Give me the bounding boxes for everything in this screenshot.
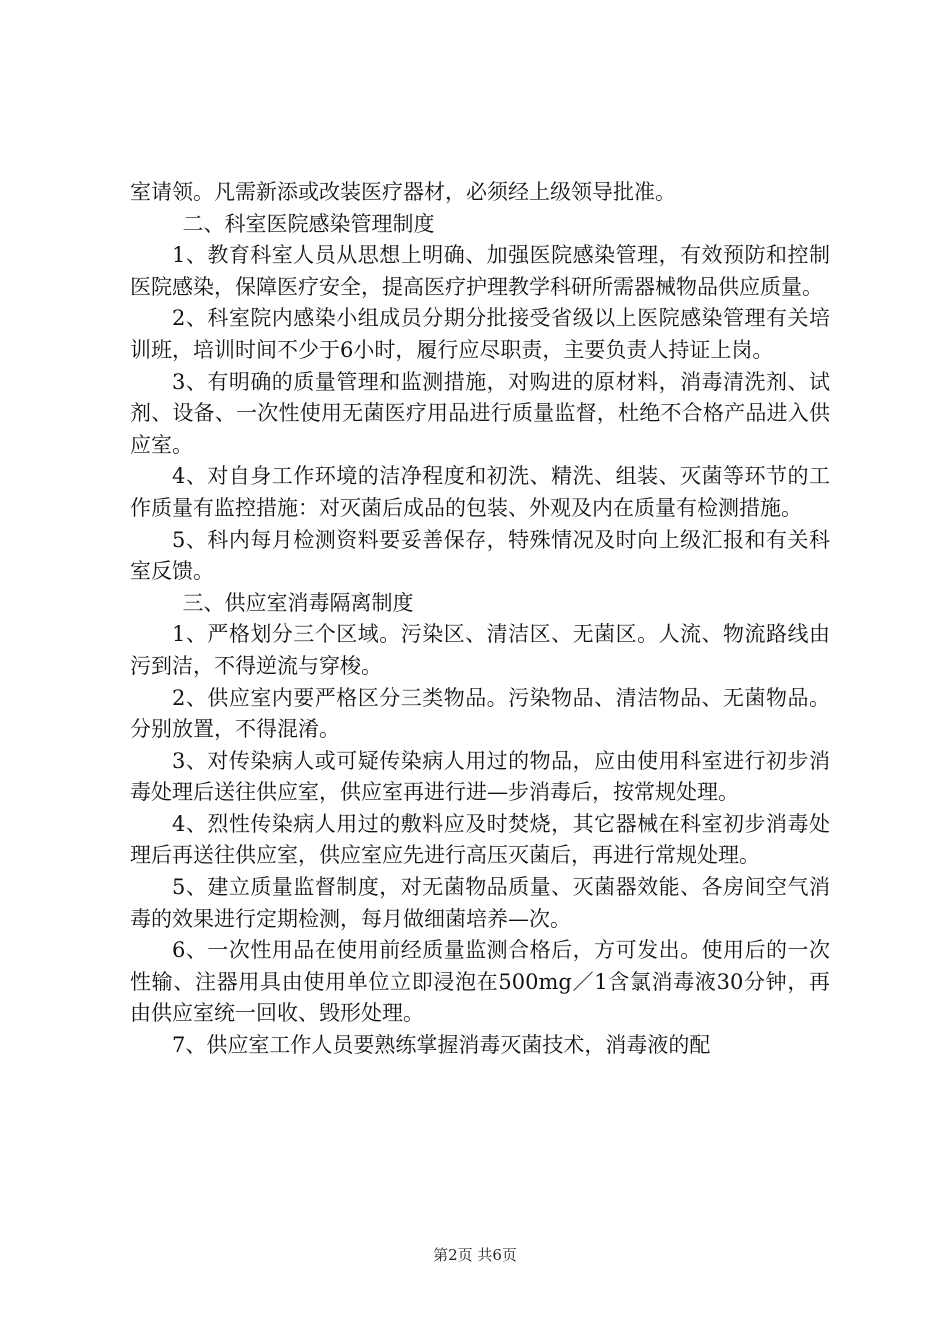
paragraph: 4、烈性传染病人用过的敷料应及时焚烧，其它器械在科室初步消毒处理后再送往供应室，供应室应先进行高压灭菌后，再进行常规处理。: [130, 811, 830, 868]
paragraph: 2、供应室内要严格区分三类物品。污染物品、清洁物品、无菌物品。分别放置，不得混淆。: [130, 685, 830, 742]
paragraph: 5、建立质量监督制度，对无菌物品质量、灭菌器效能、各房间空气消毒的效果进行定期检测，每月做细菌培养—次。: [130, 875, 830, 931]
paragraph: 室请领。凡需新添或改装医疗器材，必须经上级领导批准。: [130, 180, 676, 204]
document-body: [130, 177, 830, 1062]
paragraph: 1、严格划分三个区域。污染区、清洁区、无菌区。人流、物流路线由污到洁，不得逆流与穿梭。: [130, 622, 830, 678]
paragraph: 7、供应室工作人员要熟练掌握消毒灭菌技术，消毒液的配: [172, 1033, 711, 1058]
paragraph: 3、对传染病人或可疑传染病人用过的物品，应由使用科室进行初步消毒处理后送往供应室，供应室再进行进—步消毒后，按常规处理。: [130, 748, 830, 805]
paragraph: 6、一次性用品在使用前经质量监测合格后，方可发出。使用后的一次性输、注器用具由使用单位立即浸泡在500mg／1含氯消毒液30分钟，再由供应室统一回收、毁形处理。: [130, 938, 830, 1026]
section-heading: 三、供应室消毒隔离制度: [182, 590, 414, 615]
paragraph: 3、有明确的质量管理和监测措施，对购进的原材料，消毒清洗剂、试剂、设备、一次性使用无菌医疗用品进行质量监督，杜绝不合格产品进入供应室。: [130, 369, 830, 457]
page-footer: [0, 1244, 950, 1265]
paragraph: 4、对自身工作环境的洁净程度和初洗、精洗、组装、灭菌等环节的工作质量有监控措施：对灭菌后成品的包装、外观及内在质量有检测措施。: [130, 464, 830, 520]
paragraph: 1、教育科室人员从思想上明确、加强医院感染管理，有效预防和控制医院感染，保障医疗安全，提高医疗护理教学科研所需器械物品供应质量。: [130, 243, 830, 299]
paragraph: 5、科内每月检测资料要妥善保存，特殊情况及时向上级汇报和有关科室反馈。: [130, 527, 830, 584]
page-number: 第2页 共6页: [433, 1246, 517, 1264]
paragraph: 2、科室院内感染小组成员分期分批接受省级以上医院感染管理有关培训班，培训时间不少于6小时，履行应尽职责，主要负责人持证上岗。: [130, 306, 830, 362]
section-heading: 二、科室医院感染管理制度: [182, 211, 435, 236]
